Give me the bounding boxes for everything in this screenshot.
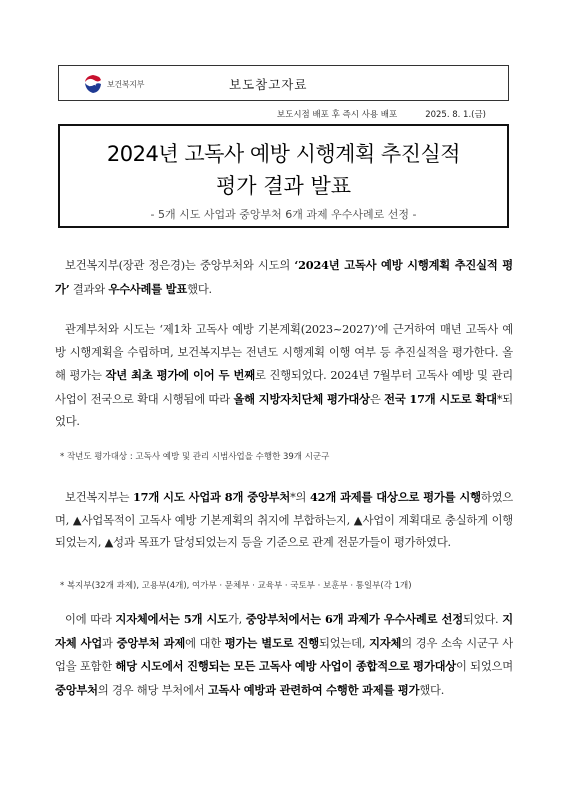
p2-bold-b: 작년 최초 평가에 이어 두 번째: [105, 368, 255, 382]
footnote-1: * 작년도 평가대상 : 고독사 예방 및 관리 시범사업을 수행한 39개 시군구: [60, 452, 330, 462]
p2-text-g: *되었다.: [55, 392, 513, 428]
p4-text-o: 이 되었으며: [456, 660, 513, 673]
p1-bold-b: ‘2024년 고독사 예방 시행계획 추진실적 평가’: [55, 258, 513, 296]
p4-bold-r: 고독사 예방과 관련하여 수행한 과제를 평가: [207, 682, 420, 697]
p3-bold-b: 17개 시도 사업과 8개 중앙부처: [133, 490, 291, 504]
page-title-line1: 2024년 고독사 예방 시행계획 추진실적: [106, 142, 461, 166]
government-emblem-icon: [83, 74, 103, 94]
p4-bold-n: 해당 시도에서 진행되는 모든 고독사 예방 사업이 종합적으로 평가대상: [115, 659, 457, 673]
p3-text-c: *의: [290, 491, 310, 504]
p3-text-e: 하였으며, ▲사업목적이 고독사 예방 기본계획의 취지에 부합하는지, ▲사업이 계획대로 충실하게 이행되었는지, ▲성과 목표가 달성되었는지 등을 기준으로 관계 전문가들이 평가하였다.: [55, 491, 513, 549]
p1-text-a: 보건복지부(장관 정은경)는 중앙부처와 시도의: [65, 259, 295, 272]
p2-text-c: 로 진행되었다. 2024년 7월부터 고독사 예방 및 관리 사업이 전국으로 확대 시행됨에 따라: [55, 369, 513, 406]
p4-text-a: 이에 따라: [65, 613, 116, 626]
p4-text-k: 되었는데,: [318, 636, 370, 650]
p4-bold-b: 지자체에서는 5개 시도: [115, 612, 228, 626]
embargo-text: 보도시점 배포 후 즉시 사용 배포: [276, 110, 398, 120]
p4-bold-d: 중앙부처에서는 6개 과제가 우수사례로 선정: [245, 612, 463, 626]
p4-bold-l: 지자체: [369, 635, 402, 650]
p1-text-c: 결과와: [69, 282, 109, 296]
p4-text-q: 의 경우 해당 부처에서: [97, 683, 208, 697]
p1-bold-d: 우수사례를 발표: [108, 281, 188, 296]
p2-bold-f: 전국 17개 시도로 확대: [384, 391, 497, 406]
p4-bold-h: 중앙부처 과제: [116, 635, 186, 650]
p3-bold-d: 42개 과제를 대상으로 평가를 시행: [310, 490, 481, 504]
title-box: [58, 124, 509, 228]
p4-bold-f: 지자체 사업: [55, 612, 513, 650]
p2-bold-d: 올해 지방자치단체 평가대상: [233, 391, 370, 406]
p2-text-e: 은: [369, 392, 385, 406]
p4-text-g: 과: [102, 636, 117, 650]
p4-text-e: 되었다.: [462, 613, 503, 626]
ministry-logo: [83, 73, 144, 95]
p4-text-s: 했다.: [419, 683, 445, 697]
paragraph-1: [55, 254, 513, 301]
p4-text-i: 에 대한: [185, 636, 225, 650]
page-title-line2: 평가 결과 발표: [215, 174, 352, 198]
paragraph-2: [55, 319, 513, 434]
p3-text-a: 보건복지부는: [65, 491, 134, 504]
p4-bold-j: 평가는 별도로 진행: [224, 635, 319, 650]
paragraph-4: [55, 608, 513, 702]
p4-text-m: 의 경우 소속 시군구 사업을 포함한: [55, 636, 514, 673]
paragraph-3: [55, 486, 513, 555]
p4-bold-p: 중앙부처: [55, 682, 98, 697]
footnote-2: * 복지부(32개 과제), 고용부(4개), 여가부 · 문체부 · 교육부 · 국토부 · 보훈부 · 통일부(각 1개): [60, 581, 412, 591]
document-type: 보도참고자료: [229, 77, 308, 92]
p4-text-c: 가,: [227, 613, 246, 626]
ministry-name: 보건복지부: [107, 79, 145, 89]
header-box: [58, 65, 509, 101]
release-info: [277, 108, 486, 120]
page-subtitle: - 5개 시도 사업과 중앙부처 6개 과제 우수사례로 선정 -: [150, 208, 417, 221]
release-date: 2025. 8. 1.(금): [425, 110, 486, 120]
p2-text-a: 관계부처와 시도는 ‘제1차 고독사 예방 기본계획(2023~2027)’에 근거하여 매년 고독사 예방 시행계획을 수립하며, 보건복지부는 전년도 시행계획 이행 여부 등 추진실적을 평가한다. 올해 평가는: [55, 323, 513, 382]
p1-text-e: 했다.: [187, 282, 212, 296]
